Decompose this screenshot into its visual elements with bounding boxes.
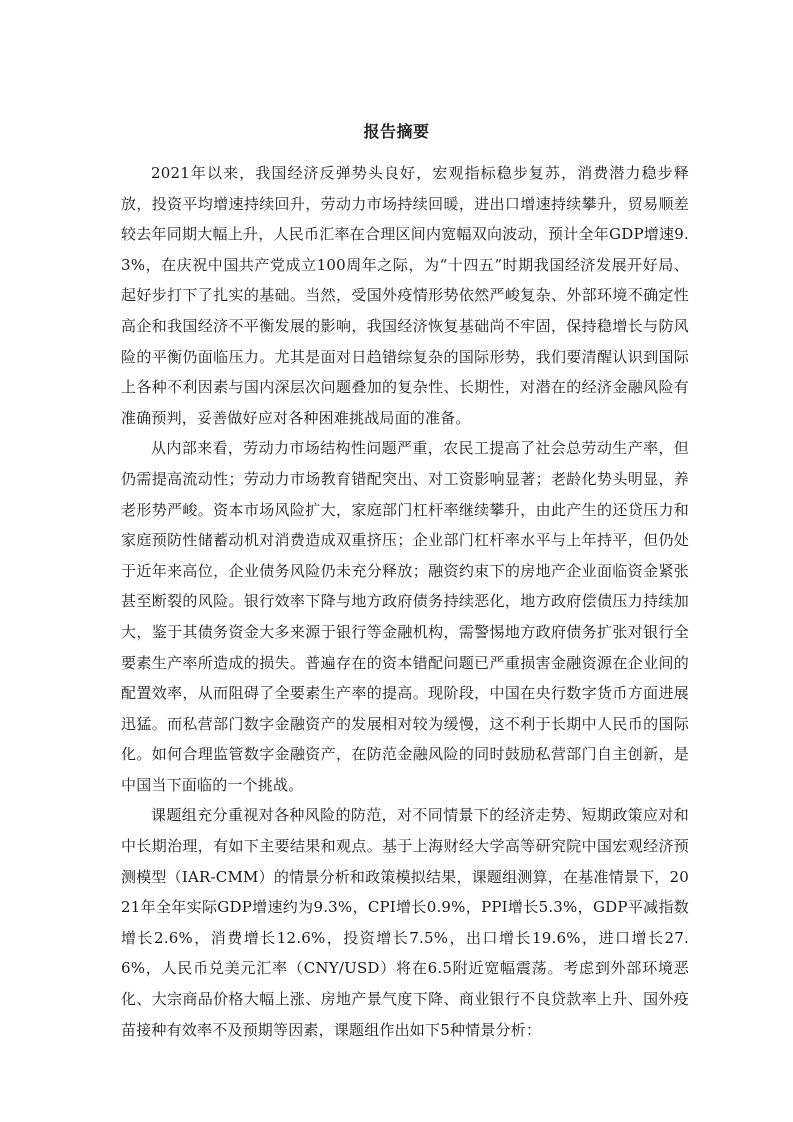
- document-body: [121, 158, 689, 1045]
- paragraph-internal-risks: 从内部来看，劳动力市场结构性问题严重，农民工提高了社会总劳动生产率，但仍需提高流动性；劳动力市场教育错配突出、对工资影响显著；老龄化势头明显，养老形势严峻。资本市场风险扩大，家庭部门杠杆率继续攀升，由此产生的还贷压力和家庭预防性储蓄动机对消费造成双重挤压；企业部门杠杆率水平与上年持平，但仍处于近年来高位，企业债务风险仍未充分释放；融资约束下的房地产企业面临资金紧张甚至断裂的风险。银行效率下降与地方政府债务持续恶化，地方政府偿债压力持续加大，鉴于其债务资金大多来源于银行等金融机构，需警惕地方政府债务扩张对银行全要素生产率所造成的损失。普遍存在的资本错配问题已严重损害金融资源在企业间的配置效率，从而阻碍了全要素生产率的提高。现阶段，中国在央行数字货币方面进展迅猛。而私营部门数字金融资产的发展相对较为缓慢，这不利于长期中人民币的国际化。如何合理监管数字金融资产，在防范金融风险的同时鼓励私营部门自主创新，是中国当下面临的一个挑战。: [121, 439, 689, 794]
- page-title: 报告摘要: [363, 122, 430, 141]
- paragraph-overview: 2021年以来，我国经济反弹势头良好，宏观指标稳步复苏，消费潜力稳步释放，投资平均增速持续回升，劳动力市场持续回暖，进出口增速持续攀升，贸易顺差较去年同期大幅上升，人民币汇率在合理区间内宽幅双向波动，预计全年GDP增速9.3%，在庆祝中国共产党成立100周年之际，为“十四五”时期我国经济发展开好局、起好步打下了扎实的基础。当然，受国外疫情形势依然严峻复杂、外部环境不确定性高企和我国经济不平衡发展的影响，我国经济恢复基础尚不牢固，保持稳增长与防风险的平衡仍面临压力。尤其是面对日趋错综复杂的国际形势，我们要清醒认识到国际上各种不利因素与国内深层次问题叠加的复杂性、长期性，对潜在的经济金融风险有准确预判，妥善做好应对各种困难挑战局面的准备。: [121, 164, 689, 427]
- paragraph-forecast: 课题组充分重视对各种风险的防范，对不同情景下的经济走势、短期政策应对和中长期治理，有如下主要结果和观点。基于上海财经大学高等研究院中国宏观经济预测模型（IAR-CMM）的情景分析和政策模拟结果，课题组测算，在基准情景下，2021年全年实际GDP增速约为9.3%，CPI增长0.9%，PPI增长5.3%，GDP平减指数增长2.6%，消费增长12.6%，投资增长7.5%，出口增长19.6%，进口增长27.6%，人民币兑美元汇率（CNY/USD）将在6.5附近宽幅震荡。考虑到外部环境恶化、大宗商品价格大幅上涨、房地产景气度下降、商业银行不良贷款率上升、国外疫苗接种有效率不及预期等因素，课题组作出如下5种情景分析：: [121, 806, 689, 1039]
